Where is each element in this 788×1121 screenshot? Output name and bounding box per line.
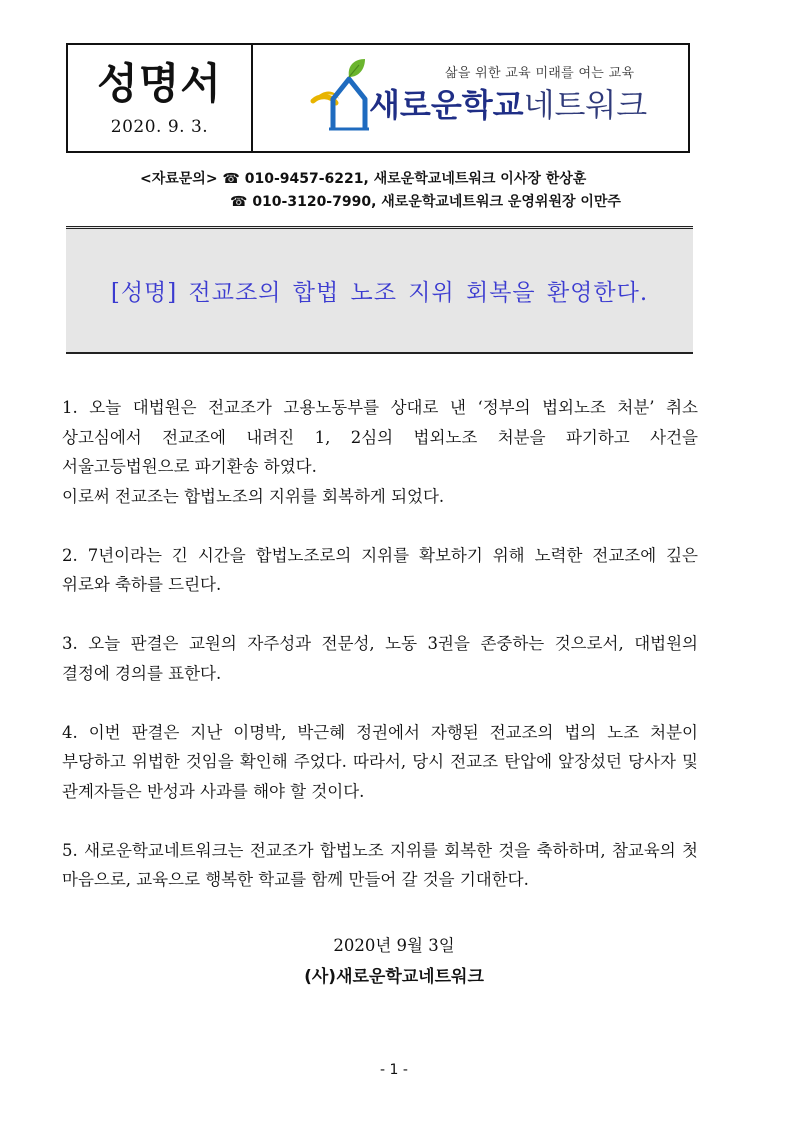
document-date: 2020. 9. 3. <box>110 117 209 137</box>
logo-slogan: 삶을 위한 교육 미래를 여는 교육 <box>445 66 635 81</box>
paragraph-3-line-1: 3. 오늘 판결은 교원의 자주성과 전문성, 노동 3권을 존중하는 것으로서, 대법원의 결정에 경의를 표한다. <box>62 634 698 683</box>
headline-box <box>66 226 693 354</box>
paragraph-1-line-2: 이로써 전교조는 합법노조의 지위를 회복하게 되었다. <box>62 486 445 506</box>
paragraph-4 <box>62 718 698 807</box>
headline: [성명] 전교조의 합법 노조 지위 회복을 환영한다. <box>110 280 649 306</box>
logo-name-light: 네트워크 <box>523 86 648 124</box>
page-number: - 1 - <box>380 1062 408 1078</box>
paragraph-2-line-1: 2. 7년이라는 긴 시간을 합법노조로의 지위를 확보하기 위해 노력한 전교조에 깊은 위로와 축하를 드린다. <box>62 545 698 594</box>
logo-name <box>369 86 648 124</box>
contact-info <box>140 168 621 214</box>
title-cell <box>68 45 253 151</box>
paragraph-2 <box>62 541 698 600</box>
closing-organization: (사)새로운학교네트워크 <box>304 967 484 987</box>
paragraph-4-line-1: 4. 이번 판결은 지난 이명박, 박근혜 정권에서 자행된 전교조의 법의 노조 처분이 부당하고 위법한 것임을 확인해 주었다. 따라서, 당시 전교조 탄압에 앞장섰던 당사자 및 관계자들은 반성과 사과를 해야 할 것이다. <box>62 722 698 801</box>
logo-name-strong: 새로운학교 <box>369 86 524 124</box>
contact-line-2: ☎ 010-3120-7990, 새로운학교네트워크 운영위원장 이만주 <box>230 194 621 210</box>
closing-date: 2020년 9월 3일 <box>333 936 455 955</box>
contact-line-1: <자료문의> ☎ 010-9457-6221, 새로운학교네트워크 이사장 한상훈 <box>140 171 587 187</box>
logo <box>253 45 688 151</box>
statement-body <box>62 393 698 924</box>
header-box <box>66 43 690 153</box>
paragraph-1 <box>62 393 698 511</box>
paragraph-3 <box>62 629 698 688</box>
document-title: 성명서 <box>97 59 222 108</box>
paragraph-5 <box>62 836 698 895</box>
paragraph-1-line-1: 1. 오늘 대법원은 전교조가 고용노동부를 상대로 낸 ‘정부의 법외노조 처분’ 취소 상고심에서 전교조에 내려진 1, 2심의 법외노조 처분을 파기하고 사건을 서울고등법원으로 파기환송 하였다. <box>62 398 698 476</box>
paragraph-5-line-1: 5. 새로운학교네트워크는 전교조가 합법노조 지위를 회복한 것을 축하하며, 참교육의 첫 마음으로, 교육으로 행복한 학교를 함께 만들어 갈 것을 기대한다. <box>62 840 698 889</box>
